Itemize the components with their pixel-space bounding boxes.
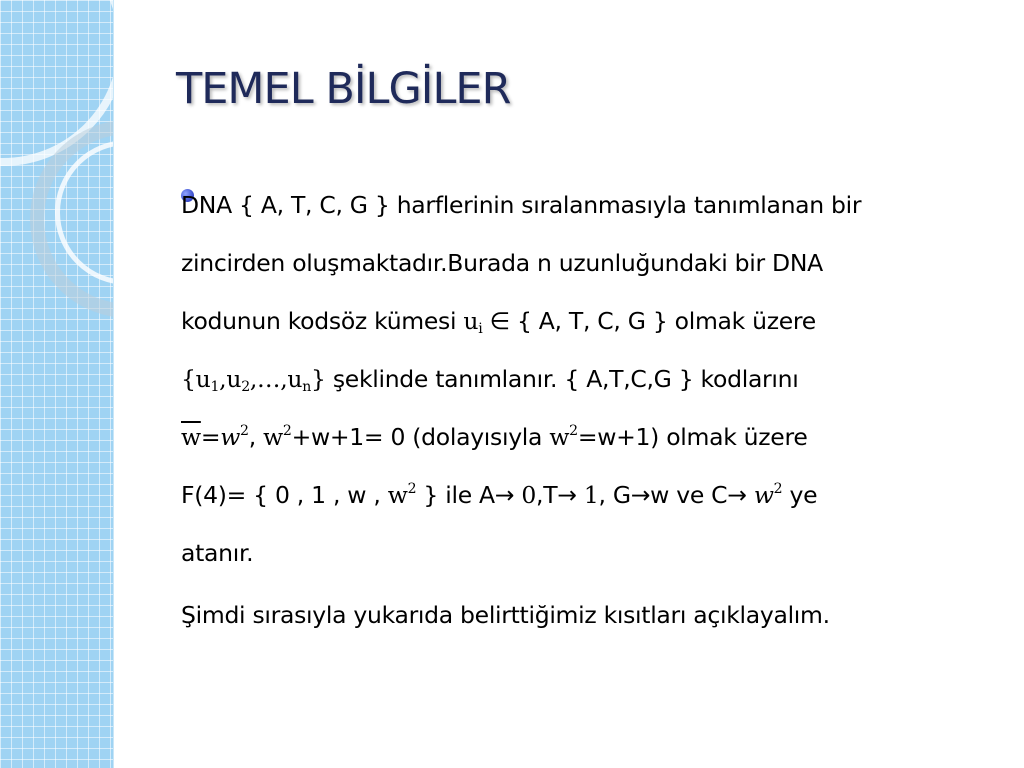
paragraph1-line7: atanır. [181, 539, 254, 567]
math-w: w [753, 481, 774, 509]
paragraph1-line3 [181, 292, 996, 350]
math-zero: 0 [521, 481, 537, 509]
math-w: w [263, 423, 283, 451]
paragraph1-line5 [181, 408, 996, 466]
text-run: =w+1) olmak üzere [577, 423, 808, 451]
slide-title: TEMEL BİLGİLER [176, 64, 511, 114]
math-superscript: 2 [569, 422, 578, 439]
math-subscript: i [478, 321, 483, 338]
math-u: u [463, 307, 479, 335]
math-w: w [549, 423, 570, 451]
text-run: ∈ { A, T, C, G } olmak üzere [482, 307, 816, 335]
text-run: kodunun kodsöz kümesi [181, 307, 464, 335]
paragraph1-line2: zincirden oluşmaktadır.Burada n uzunluğundaki bir DNA [181, 249, 823, 277]
paragraph1-line4 [181, 350, 996, 408]
math-superscript: 2 [240, 422, 249, 439]
text-run: , [248, 423, 264, 451]
slide-body [181, 176, 996, 644]
paragraph1-line6 [181, 466, 996, 524]
math-w-bar: $\overline{w}$ [181, 423, 201, 451]
math-set: $\{u_1,u_2,\dots,u_n\}$ [181, 365, 326, 396]
math-superscript: 2 [282, 422, 292, 439]
text-run: şeklinde tanımlanır. { A,T,C,G } kodlarını [325, 365, 799, 393]
text-run: ,T→ [536, 481, 584, 509]
text-run: = [200, 423, 221, 451]
text-run: ye [782, 481, 818, 509]
text-run: } ile A→ [416, 481, 522, 509]
math-superscript: 2 [407, 480, 417, 497]
math-one: 1 [583, 481, 599, 509]
decorative-side-strip [0, 0, 114, 768]
paragraph2: Şimdi sırasıyla yukarıda belirttiğimiz kısıtları açıklayalım. [181, 601, 830, 629]
math-w: w [220, 423, 241, 451]
paragraph1-line1: DNA { A, T, C, G } harflerinin sıralanmasıyla tanımlanan bir [181, 191, 862, 219]
text-run: , G→w ve C→ [598, 481, 754, 509]
text-run: F(4)= { 0 , 1 , w , [181, 481, 388, 509]
math-w: w [387, 481, 408, 509]
math-superscript: 2 [773, 480, 783, 497]
text-run: +w+1= 0 (dolayısıyla [291, 423, 550, 451]
